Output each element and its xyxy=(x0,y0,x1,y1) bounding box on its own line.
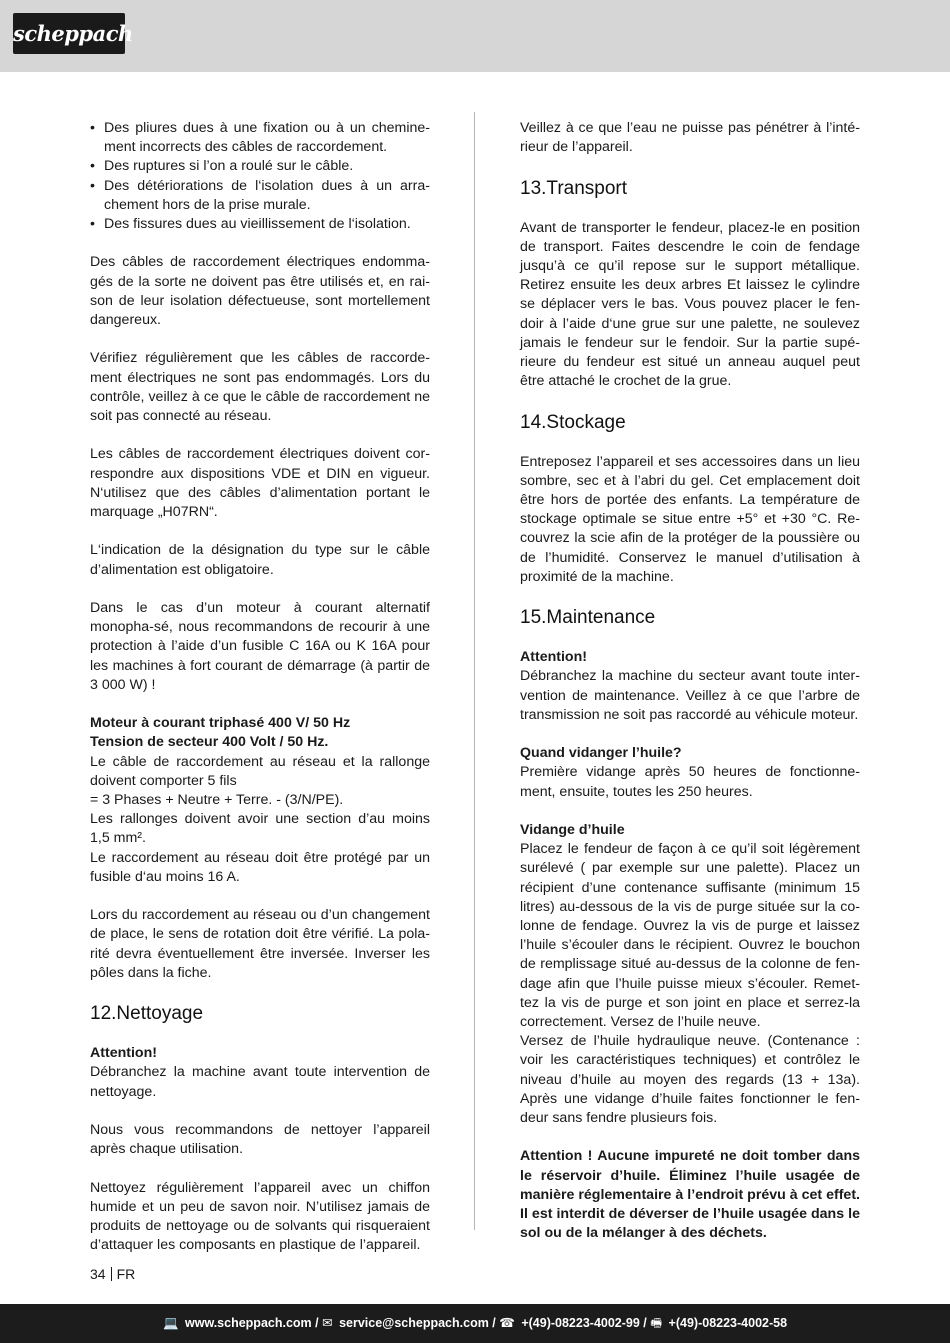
interval-text: Première vidange après 50 heures de fonctionne-ment, ensuite, toutes les 250 heures. xyxy=(520,764,860,800)
section-title: Nettoyage xyxy=(116,1003,204,1025)
text-line: Le raccordement au réseau doit être protégé par un fusible d‘au moins 16 A. xyxy=(90,849,430,885)
attention-label: Attention! xyxy=(90,1045,157,1062)
oil-change-interval xyxy=(520,744,860,802)
section-heading-transport xyxy=(520,177,860,201)
mail-icon: ✉ xyxy=(322,1316,333,1330)
subheading: Vidange d’huile xyxy=(520,822,625,839)
paragraph: Nous vous recommandons de nettoyer l’appareil après chaque utilisation. xyxy=(90,1122,430,1158)
three-phase-heading: Moteur à courant triphasé 400 V/ 50 Hz xyxy=(90,715,351,732)
contact-bar xyxy=(0,1304,950,1343)
list-item: • Des ruptures si l’on a roulé sur le câble. xyxy=(90,157,430,176)
text-line: Le câble de raccordement au réseau et la rallonge doivent comporter 5 fils xyxy=(90,753,430,789)
mains-voltage-heading: Tension de secteur 400 Volt / 50 Hz. xyxy=(90,734,329,751)
paragraph: Les câbles de raccordement électriques doivent cor-respondre aux dispositions VDE et DIN en vigueur. N‘utilisez que des câbles d’alimentation portant le marquage „H07RN“. xyxy=(90,446,430,521)
paragraph: Nettoyez régulièrement l’appareil avec un chiffon humide et un peu de savon noir. N’utilisez jamais de produits de nettoyage ou de solvants qui risqueraient d’attaquer les composants en plastique de l’appareil. xyxy=(90,1179,430,1254)
list-item: • Des fissures dues au vieillissement de l‘isolation. xyxy=(90,215,430,234)
section-number: 14. xyxy=(520,411,547,433)
oil-change-procedure xyxy=(520,821,860,1128)
fax-icon: 🖷 xyxy=(650,1316,663,1330)
text-line: Les rallonges doivent avoir une section d’au moins 1,5 mm². xyxy=(90,811,430,847)
subheading: Quand vidanger l’huile? xyxy=(520,745,682,762)
section-number: 15. xyxy=(520,607,547,629)
language-code: FR xyxy=(116,1266,136,1282)
attention-label: Attention! xyxy=(520,649,587,666)
list-item: • Des détériorations de l‘isolation dues à un arra-chement hors de la prise murale. xyxy=(90,177,430,215)
left-column xyxy=(90,119,430,1255)
page-number-value: 34 xyxy=(90,1266,106,1282)
section-title: Transport xyxy=(546,177,628,199)
computer-icon: 💻 xyxy=(162,1316,179,1330)
paragraph: Lors du raccordement au réseau ou d’un changement de place, le sens de rotation doit être vérifié. La pola-rité devra éventuellement être inversée. Inverser les pôles dans la fiche. xyxy=(90,907,430,981)
paragraph: Vérifiez régulièrement que les câbles de raccorde-ment électriques ne sont pas endommagés. Lors du contrôle, veillez à ce que le câble de raccordement ne soit pas connecté au réseau. xyxy=(90,350,430,425)
paragraph: Avant de transporter le fendeur, placez-le en position de transport. Faites descendre le coin de fendage jusqu’à ce qu’il repose sur le support métallique. Retirez ensuite les deux arbres Et laissez le cylindre se déplacer vers le bas. Vous pouvez placer le fen-doir à l’aide d‘une grue sur une palette, ne soulevez jamais le fendeur sur le fendoir. Sur la partie supé-rieure du fendeur est situé un anneau auquel peut être attaché le crochet de la grue. xyxy=(520,219,860,390)
attention-text: Débranchez la machine du secteur avant toute inter-vention de maintenance. Veillez à ce que l’arbre de transmission ne soit pas raccordé au véhicule moteur. xyxy=(520,668,860,723)
email-link[interactable]: service@scheppach.com / xyxy=(339,1316,496,1330)
section-number: 12. xyxy=(90,1003,117,1025)
oil-warning: Attention ! Aucune impureté ne doit tomber dans le réservoir d’huile. Éliminez l’huile usagée de manière réglementaire à l’endroit prévu à cet effet. Il est interdit de déverser de l’huile usagée dans le sol ou de la mélanger à des déchets. xyxy=(520,1148,860,1242)
right-column xyxy=(520,119,860,1243)
page-header xyxy=(0,0,950,72)
section-number: 13. xyxy=(520,177,547,199)
page-number xyxy=(90,1266,135,1282)
scheppach-logo: scheppach xyxy=(13,13,125,54)
list-item: • Des pliures dues à une fixation ou à un chemine-ment incorrects des câbles de raccordement. xyxy=(90,119,430,157)
phone-number: +(49)-08223-4002-99 / xyxy=(521,1316,647,1330)
section-heading-maintenance xyxy=(520,606,860,630)
cleaning-attention xyxy=(90,1044,430,1102)
paragraph: Veillez à ce que l’eau ne puisse pas pénétrer à l’inté-rieur de l’appareil. xyxy=(520,120,860,156)
website-link[interactable]: www.scheppach.com / xyxy=(185,1316,319,1330)
text-line: = 3 Phases + Neutre + Terre. - (3/N/PE). xyxy=(90,792,344,809)
attention-text: Débranchez la machine avant toute intervention de nettoyage. xyxy=(90,1064,430,1100)
section-heading-cleaning xyxy=(90,1002,430,1026)
procedure-text: Placez le fendeur de façon à ce qu’il soit légèrement surélevé ( par exemple sur une palette). Placez un récipient d’une contenance suffisante (minimum 15 litres) au-dessous de la vis de purge située sur la co-lonne de fendage. Ouvrez la vis de purge et laissez l’huile s’écouler dans le récipient. Ouvrez le bouchon de remplissage situé au-dessus de la colonne de fen-dage afin que l’huile puisse mieux s’écouler. Remet-tez la vis de purge et son joint en place et serrez-la correctement. Versez de l’huile neuve. xyxy=(520,841,860,1031)
cable-damage-list xyxy=(90,119,430,234)
paragraph: L‘indication de la désignation du type sur le câble d’alimentation est obligatoire. xyxy=(90,542,430,578)
section-title: Stockage xyxy=(546,411,626,433)
column-divider xyxy=(474,112,475,1230)
maintenance-attention xyxy=(520,648,860,725)
paragraph: Entreposez l’appareil et ses accessoires dans un lieu sombre, sec et à l’abri du gel. Cet emplacement doit être hors de portée des enfants. La température de stockage optimale se situe entre +5° et +30 °C. Re-couvrez la scie afin de la protéger de la poussière ou de l’humidité. Conservez le manuel d’utilisation à proximité de la machine. xyxy=(520,453,860,585)
three-phase-block xyxy=(90,714,430,887)
fax-number: +(49)-08223-4002-58 xyxy=(668,1316,788,1330)
separator xyxy=(111,1267,112,1281)
paragraph: Dans le cas d’un moteur à courant alternatif monopha-sé, nous recommandons de recourir à une protection à l’aide d’un fusible C 16A ou K 16A pour les machines à fort courant de démarrage (à partir de 3 000 W) ! xyxy=(90,600,430,693)
section-title: Maintenance xyxy=(546,607,656,629)
procedure-text: Versez de l’huile hydraulique neuve. (Contenance : voir les caractéristiques techniques) et contrôlez le niveau d’huile au moyen des regards (13 + 13a). Après une vidange d’huile faites fonctionner le fen-deur sans fendre plusieurs fois. xyxy=(520,1033,860,1127)
paragraph: Des câbles de raccordement électriques endomma-gés de la sorte ne doivent pas être utilisés et, en rai-son de leur isolation défectueuse, sont mortellement dangereux. xyxy=(90,254,430,329)
section-heading-storage xyxy=(520,411,860,435)
phone-icon: ☎ xyxy=(499,1316,515,1330)
